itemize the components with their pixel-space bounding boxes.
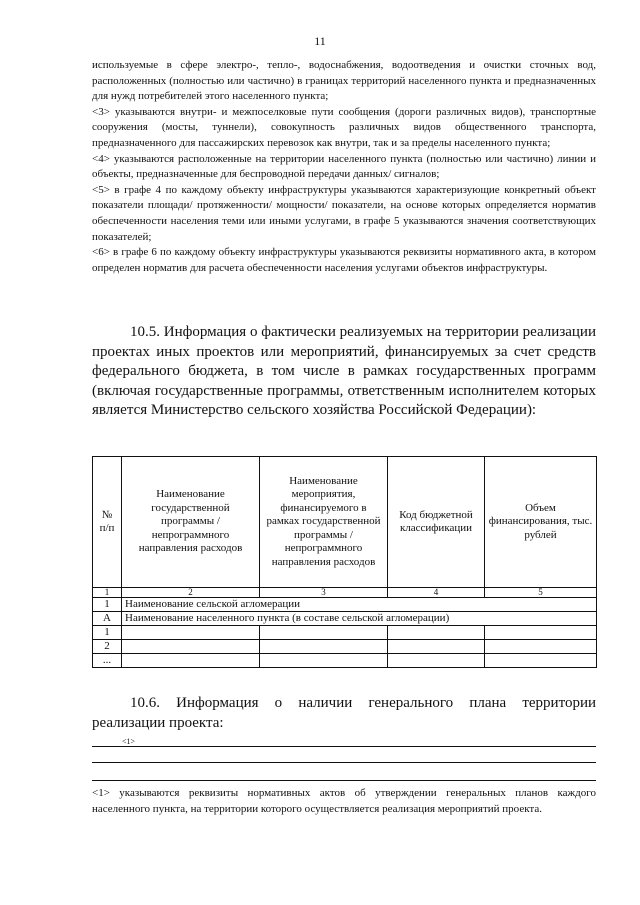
note-paragraph: <5> в графе 4 по каждому объекту инфраструктуры указываются характеризующие конкретный объект показатели площади/ протяженности/ мощности/ показатели, на основе которых определяется норматив обеспеченности населения теми или иными услугами, в графе 5 указываются значения соответствующих показателей; <box>92 183 596 243</box>
table-cell <box>388 654 485 668</box>
footnote-separator <box>92 780 596 781</box>
column-number: 5 <box>485 588 597 598</box>
table-cell <box>260 654 388 668</box>
note-paragraph: <3> указываются внутри- и межпоселковые пути сообщения (дороги различных видов), транспортные сооружения (мосты, туннели), совокупность различных видов общественного транспорта, предназначенного для пассажирских перевозок как внутри, так и за пределы населенного пункта; <box>92 105 596 149</box>
agglomeration-row <box>93 598 597 612</box>
table-cell <box>122 626 260 640</box>
settlement-name: Наименование населенного пункта (в составе сельской агломерации) <box>122 612 597 626</box>
table-cell <box>485 654 597 668</box>
row-number: 1 <box>93 598 122 612</box>
row-number: ... <box>93 654 122 668</box>
table-cell <box>122 654 260 668</box>
section-10-5-text <box>92 323 596 421</box>
table-row <box>93 626 597 640</box>
column-number: 2 <box>122 588 260 598</box>
section-10-6-text <box>92 694 596 733</box>
settlement-row <box>93 612 597 626</box>
note-paragraph: используемые в сфере электро-, тепло-, водоснабжения, водоотведения и очистки сточных вод, расположенных (полностью или частично) в границах территорий населенного пункта и предназначенных для нужд потребителей этого населенного пункта; <box>92 59 596 103</box>
table-row <box>93 640 597 654</box>
footnote-text: <1> указываются реквизиты нормативных актов об утверждении генеральных планов каждого населенного пункта, на территории которого осуществляется реализация мероприятий проекта. <box>92 787 596 815</box>
fill-in-line <box>92 746 596 747</box>
financing-table <box>92 456 597 668</box>
table-cell <box>388 626 485 640</box>
column-number: 1 <box>93 588 122 598</box>
table-row <box>93 654 597 668</box>
header-number: № п/п <box>93 457 122 588</box>
footnote-marker: <1> <box>122 737 136 746</box>
footnotes-continued <box>92 58 596 276</box>
row-number: 1 <box>93 626 122 640</box>
agglomeration-name: Наименование сельской агломерации <box>122 598 597 612</box>
column-number-row <box>93 588 597 598</box>
header-budget-code: Код бюджетной классификации <box>388 457 485 588</box>
header-activity: Наименование мероприятия, финансируемого в рамках государственной программы / непрограммного направления расходов <box>260 457 388 588</box>
table-cell <box>485 626 597 640</box>
note-paragraph: <6> в графе 6 по каждому объекту инфраструктуры указываются реквизиты нормативного акта, в котором определен норматив для расчета обеспеченности населения услугами объектов инфраструктуры. <box>92 246 596 274</box>
column-number: 4 <box>388 588 485 598</box>
column-number: 3 <box>260 588 388 598</box>
row-number: А <box>93 612 122 626</box>
table-cell <box>260 640 388 654</box>
table-cell <box>388 640 485 654</box>
fill-in-line <box>92 762 596 763</box>
row-number: 2 <box>93 640 122 654</box>
section-10-6-body: 10.6. Информация о наличии генерального плана территории реализации проекта: <box>92 695 596 731</box>
section-10-5-body: 10.5. Информация о фактически реализуемых на территории реализации проектах иных проектов или мероприятий, финансируемых за счет средств федерального бюджета, в том числе в рамках государственных программ (включая государственные программы, ответственным исполнителем которых является Министерство сельского хозяйства Российской Федерации): <box>92 324 596 418</box>
table-cell <box>260 626 388 640</box>
table-cell <box>485 640 597 654</box>
header-funding-volume: Объем финансирования, тыс. рублей <box>485 457 597 588</box>
page-number: 11 <box>314 34 326 48</box>
note-paragraph: <4> указываются расположенные на территории населенного пункта (полностью или частично) линии и объекты, предназначенные для беспроводной передачи данных/ сигналов; <box>92 152 596 181</box>
table-cell <box>122 640 260 654</box>
header-program: Наименование государственной программы / непрограммного направления расходов <box>122 457 260 588</box>
